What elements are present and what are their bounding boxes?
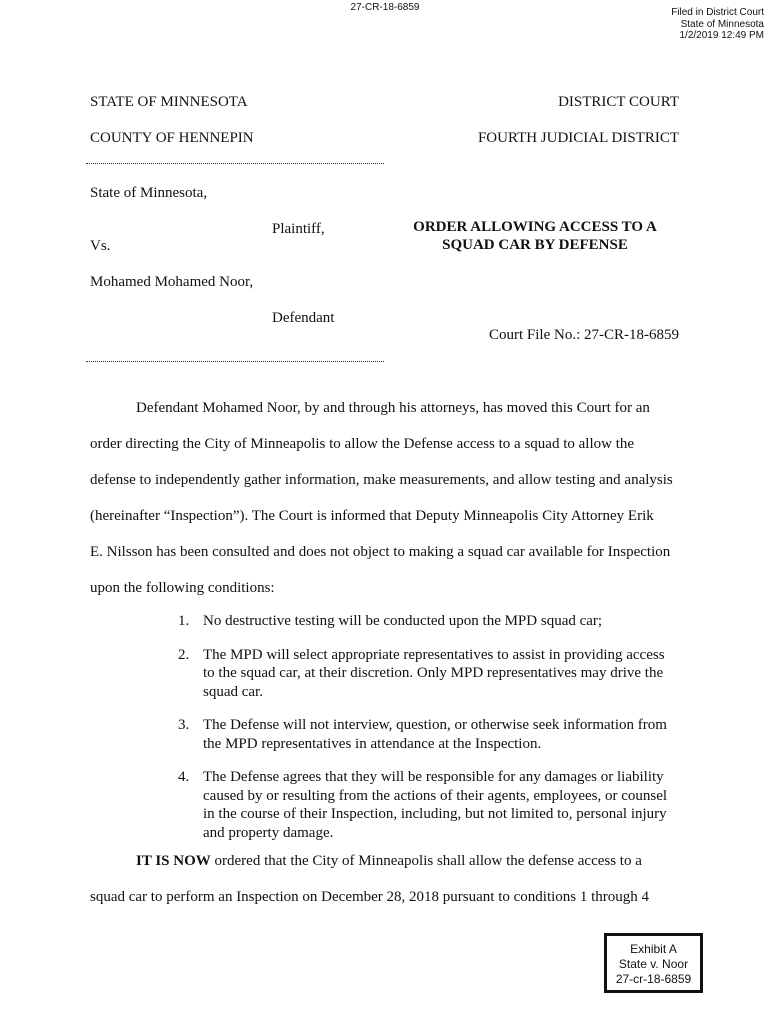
defendant-name: Mohamed Mohamed Noor, — [90, 274, 254, 290]
court-file-number: Court File No.: 27-CR-18-6859 — [489, 327, 679, 343]
list-item-text: The Defense agrees that they will be responsible for any damages or liability caused by or resulting from the actions of their agents, employees, or counsel in the course of their Inspection, including, but not limited to, personal injury and property damage. — [203, 769, 668, 841]
paragraph-line: order directing the City of Minneapolis to allow the Defense access to a squad to allow the — [90, 436, 635, 452]
list-item-text: No destructive testing will be conducted upon the MPD squad car; — [203, 613, 603, 629]
paragraph-line: E. Nilsson has been consulted and does not object to making a squad car available for Inspection — [90, 544, 671, 560]
caption-divider-bottom — [86, 361, 384, 362]
caption-court: DISTRICT COURT — [558, 94, 679, 110]
caption-district: FOURTH JUDICIAL DISTRICT — [477, 130, 679, 146]
caption-divider-top — [86, 163, 384, 164]
paragraph-line — [90, 843, 690, 879]
motion-paragraph — [90, 390, 690, 606]
paragraph-line: Defendant Mohamed Noor, by and through his attorneys, has moved this Court for an — [136, 400, 650, 416]
paragraph-line: (hereinafter “Inspection”). The Court is informed that Deputy Minneapolis City Attorney Erik — [90, 508, 654, 524]
order-text: ordered that the City of Minneapolis shall allow the defense access to a — [210, 853, 642, 869]
conditions-list — [178, 612, 678, 857]
filed-stamp-line: Filed in District Court — [671, 7, 764, 18]
header-file-number: 27-CR-18-6859 — [350, 2, 420, 13]
paragraph-line: squad car to perform an Inspection on December 28, 2018 pursuant to conditions 1 through 4 — [90, 889, 650, 905]
paragraph-line: upon the following conditions: — [90, 580, 275, 596]
list-item-number: 1. — [178, 613, 190, 629]
list-item — [178, 612, 678, 631]
document-title-line: ORDER ALLOWING ACCESS TO A — [413, 219, 657, 235]
exhibit-line: State v. Noor — [618, 957, 689, 971]
order-emphasis: IT IS NOW — [136, 853, 211, 869]
defendant-role: Defendant — [272, 310, 335, 326]
order-paragraph — [90, 843, 690, 915]
caption-state: STATE OF MINNESOTA — [90, 94, 248, 110]
exhibit-line: Exhibit A — [630, 942, 677, 956]
list-item-number: 2. — [178, 646, 190, 663]
list-item-number: 4. — [178, 769, 190, 785]
exhibit-line: 27-cr-18-6859 — [615, 972, 692, 986]
document-title — [385, 218, 685, 254]
plaintiff-name: State of Minnesota, — [90, 185, 208, 201]
plaintiff-role: Plaintiff, — [272, 221, 325, 237]
filed-stamp — [671, 7, 764, 42]
filed-stamp-line: State of Minnesota — [680, 18, 764, 30]
filed-stamp-line: 1/2/2019 12:49 PM — [679, 30, 764, 41]
list-item-text: The MPD will select appropriate representatives to assist in providing access to the squad car, at their discretion. Only MPD representatives may drive the squad car. — [203, 646, 665, 700]
list-item-text: The Defense will not interview, question, or otherwise seek information from the MPD representatives in attendance at the Inspection. — [203, 717, 667, 752]
versus-label: Vs. — [90, 238, 111, 254]
exhibit-stamp — [604, 933, 703, 993]
list-item-number: 3. — [178, 717, 190, 733]
caption-county: COUNTY OF HENNEPIN — [90, 130, 254, 146]
list-item — [178, 768, 678, 842]
paragraph-line: defense to independently gather information, make measurements, and allow testing and analysis — [90, 472, 673, 488]
document-title-line: SQUAD CAR BY DEFENSE — [442, 237, 628, 253]
list-item — [178, 646, 678, 702]
list-item — [178, 716, 678, 753]
